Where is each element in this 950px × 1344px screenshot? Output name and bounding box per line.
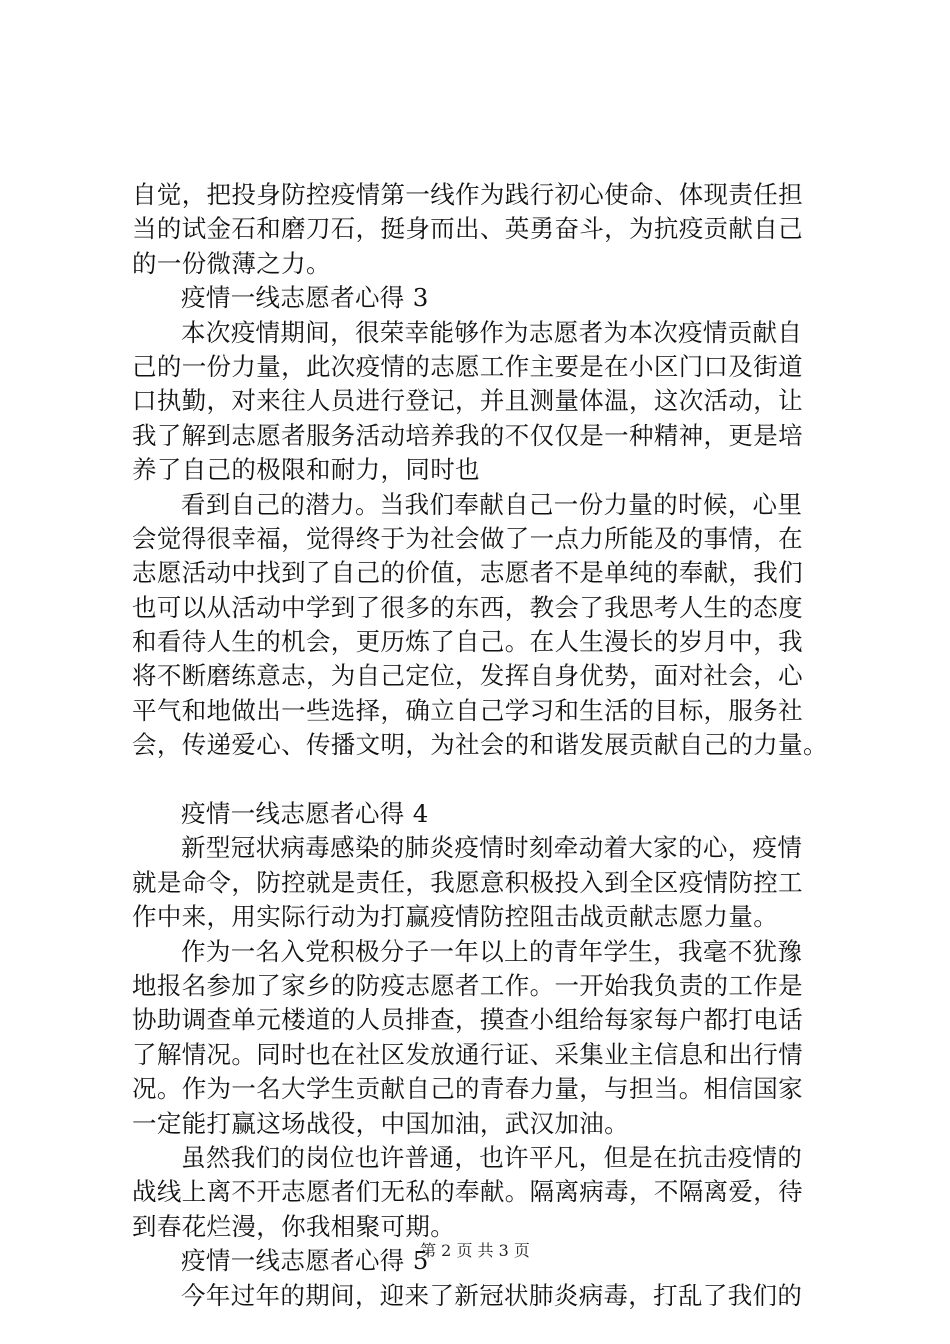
text-line: 和看待人生的机会，更历炼了自己。在人生漫长的岁月中，我 bbox=[132, 627, 803, 657]
paragraph-start: 作为一名入党积极分子一年以上的青年学生，我毫不犹豫 bbox=[181, 936, 803, 966]
text-line: 了解情况。同时也在社区发放通行证、采集业主信息和出行情 bbox=[132, 1039, 803, 1069]
text-line: 会觉得很幸福，觉得终于为社会做了一点力所能及的事情，在 bbox=[132, 523, 803, 553]
text-line: 作中来，用实际行动为打赢疫情防控阻击战贡献志愿力量。 bbox=[132, 902, 779, 932]
paragraph-start: 今年过年的期间，迎来了新冠状肺炎病毒，打乱了我们的 bbox=[181, 1280, 803, 1310]
text-line: 口执勤，对来往人员进行登记，并且测量体温，这次活动，让 bbox=[132, 386, 803, 416]
page-footer: 第 2 页 共 3 页 bbox=[420, 1241, 530, 1260]
text-line: 就是命令，防控就是责任，我愿意积极投入到全区疫情防控工 bbox=[132, 867, 803, 897]
text-line: 的一份微薄之力。 bbox=[132, 248, 331, 278]
text-line: 自觉，把投身防控疫情第一线作为践行初心使命、体现责任担 bbox=[132, 180, 803, 209]
paragraph-start: 看到自己的潜力。当我们奉献自己一份力量的时候，心里 bbox=[181, 489, 803, 519]
text-line: 养了自己的极限和耐力，同时也 bbox=[132, 455, 480, 485]
paragraph-start: 虽然我们的岗位也许普通，也许平凡，但是在抗击疫情的 bbox=[181, 1142, 803, 1172]
blank-line bbox=[132, 763, 832, 797]
text-line: 当的试金石和磨刀石，挺身而出、英勇奋斗，为抗疫贡献自己 bbox=[132, 214, 803, 244]
text-line: 地报名参加了家乡的防疫志愿者工作。一开始我负责的工作是 bbox=[132, 970, 803, 1000]
text-line: 我了解到志愿者服务活动培养我的不仅仅是一种精神，更是培 bbox=[132, 420, 803, 450]
paragraph-start: 新型冠状病毒感染的肺炎疫情时刻牵动着大家的心，疫情 bbox=[181, 833, 803, 863]
section-heading-4: 疫情一线志愿者心得 4 bbox=[181, 799, 429, 829]
text-line: 己的一份力量，此次疫情的志愿工作主要是在小区门口及街道 bbox=[132, 351, 803, 381]
text-line: 将不断磨练意志，为自己定位，发挥自身优势，面对社会，心 bbox=[132, 661, 803, 691]
text-line: 会，传递爱心、传播文明，为社会的和谐发展贡献自己的力量。 bbox=[132, 730, 828, 760]
document-body bbox=[132, 178, 832, 1313]
text-line: 一定能打赢这场战役，中国加油，武汉加油。 bbox=[132, 1108, 629, 1138]
text-line: 战线上离不开志愿者们无私的奉献。隔离病毒，不隔离爱，待 bbox=[132, 1177, 803, 1207]
paragraph-start: 本次疫情期间，很荣幸能够作为志愿者为本次疫情贡献自 bbox=[181, 317, 803, 347]
text-line: 到春花烂漫，你我相聚可期。 bbox=[132, 1211, 456, 1241]
text-line: 也可以从活动中学到了很多的东西，教会了我思考人生的态度 bbox=[132, 592, 803, 622]
section-heading-5: 疫情一线志愿者心得 5 bbox=[181, 1246, 429, 1276]
text-line: 志愿活动中找到了自己的价值，志愿者不是单纯的奉献，我们 bbox=[132, 558, 803, 588]
text-line: 协助调查单元楼道的人员排查，摸查小组给每家每户都打电话 bbox=[132, 1005, 803, 1035]
text-line: 况。作为一名大学生贡献自己的青春力量，与担当。相信国家 bbox=[132, 1074, 803, 1104]
text-line: 平气和地做出一些选择，确立自己学习和生活的目标，服务社 bbox=[132, 695, 803, 725]
section-heading-3: 疫情一线志愿者心得 3 bbox=[181, 283, 429, 313]
